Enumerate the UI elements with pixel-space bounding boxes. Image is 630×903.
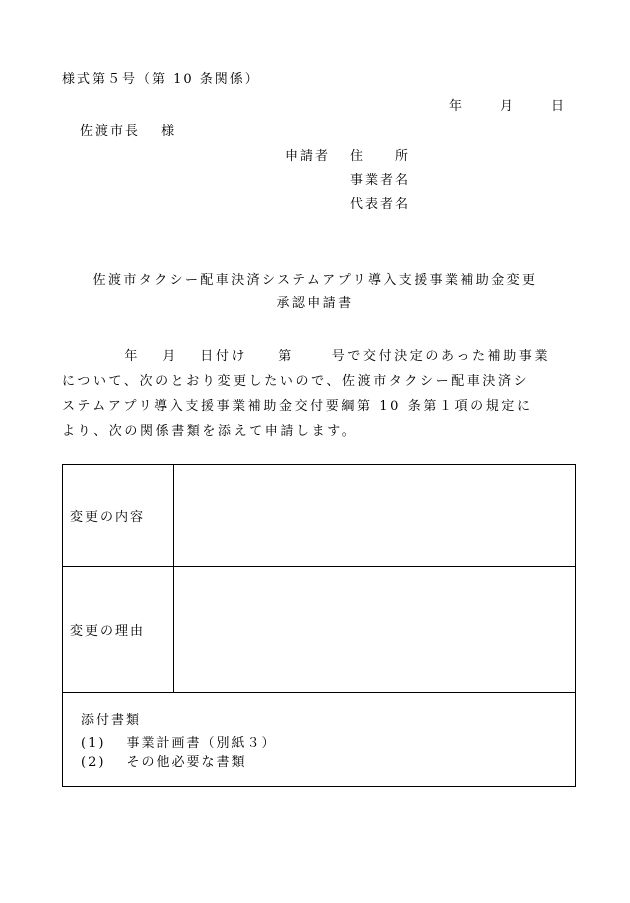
change-content-label: 変更の内容 (63, 465, 174, 567)
attachment-item-1: (1) 事業計画書（別紙３） (81, 736, 277, 751)
attachments-title: 添付書類 (81, 713, 142, 728)
body-text-line3: ステムアプリ導入支援事業補助金交付要綱第 10 条第１項の規定に (62, 399, 533, 414)
date-day-label: 日 (551, 99, 567, 114)
form-number: 様式第５号（第 10 条関係） (62, 72, 260, 87)
change-content-row (63, 465, 576, 567)
change-reason-label: 変更の理由 (63, 567, 174, 693)
attachments-cell (63, 693, 576, 787)
representative-label: 代表者名 (350, 197, 411, 212)
document-title-line2: 承認申請書 (276, 296, 354, 311)
change-content-field[interactable] (174, 465, 576, 567)
document-title-line1: 佐渡市タクシー配車決済システムアプリ導入支援事業補助金変更 (92, 273, 538, 288)
change-reason-field[interactable] (174, 567, 576, 693)
attachment-item-2: (2) その他必要な書類 (81, 755, 247, 770)
change-reason-row (63, 567, 576, 693)
change-form-table (62, 464, 576, 787)
body-text-line2: について、次のとおり変更したいので、佐渡市タクシー配車決済シ (62, 374, 530, 389)
address-label: 住 所 (350, 149, 411, 164)
date-year-label: 年 (449, 99, 465, 114)
addressee: 佐渡市長 様 (80, 124, 177, 139)
applicant-label: 申請者 (285, 149, 331, 164)
body-text-line1: 年 月 日付け 第 号で交付決定のあった補助事業 (62, 349, 551, 364)
date-month-label: 月 (500, 99, 516, 114)
body-text-line4: より、次の関係書類を添えて申請します。 (62, 424, 358, 439)
business-name-label: 事業者名 (350, 173, 411, 188)
attachments-row (63, 693, 576, 787)
